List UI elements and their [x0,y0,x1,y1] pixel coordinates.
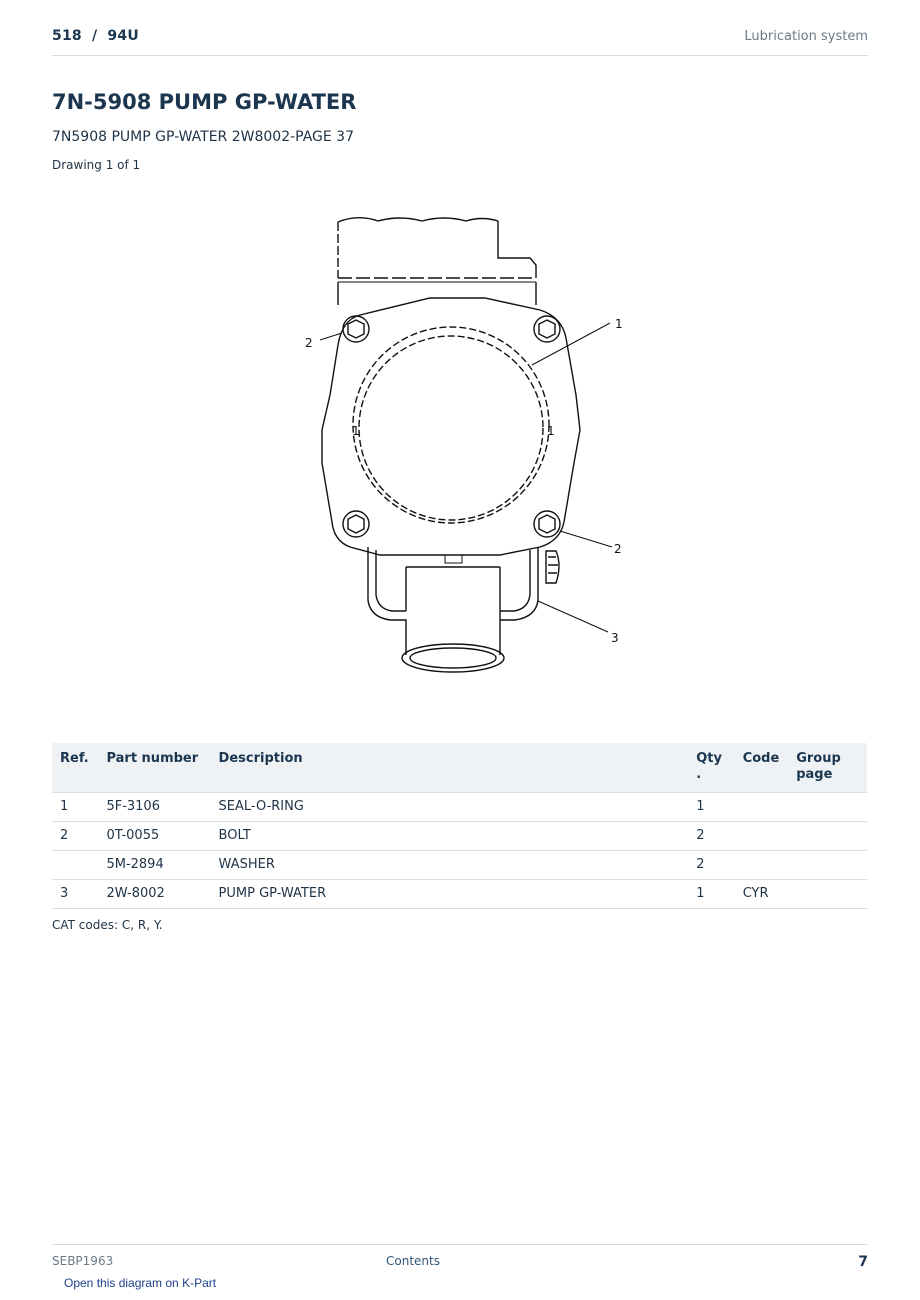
bolt-bottom-right [534,511,560,537]
callout-2-top: 2 [305,336,313,350]
upper-housing-outline [338,218,536,305]
o-ring-outer [353,327,549,523]
col-qty: Qty . [688,743,734,793]
bolt-top-right [534,316,560,342]
col-description: Description [211,743,689,793]
drawing-count: Drawing 1 of 1 [52,158,141,172]
section-name: Lubrication system [744,29,868,44]
col-code: Code [735,743,789,793]
cell-code [735,851,789,880]
cell-part-number: 2W-8002 [98,880,210,909]
cell-part-number: 5M-2894 [98,851,210,880]
cell-qty: 1 [688,793,734,822]
o-ring-mark-right: 1 [547,424,555,438]
cell-ref: 2 [52,822,98,851]
cell-description: SEAL-O-RING [211,793,689,822]
cell-qty: 2 [688,822,734,851]
page-header [52,28,868,56]
bolt-top-left [343,316,369,342]
cell-part-number: 0T-0055 [98,822,210,851]
col-ref: Ref. [52,743,98,793]
table-header-row [52,743,867,793]
parts-table [52,743,867,909]
cell-qty: 1 [688,880,734,909]
contents-link[interactable]: Contents [386,1254,440,1268]
bolt-bottom-left [343,511,369,537]
cell-ref: 3 [52,880,98,909]
document-id: SEBP1963 [52,1254,114,1268]
cell-group-page [788,822,867,851]
cell-qty: 2 [688,851,734,880]
page-number: 7 [858,1254,868,1270]
callout-3: 3 [611,631,619,645]
cell-ref: 1 [52,793,98,822]
cell-ref [52,851,98,880]
table-row [52,880,867,909]
cell-code [735,793,789,822]
cell-description: BOLT [211,822,689,851]
open-kpart-link[interactable]: Open this diagram on K-Part [64,1276,217,1290]
pump-diagram [230,195,690,705]
o-ring-inner [359,336,543,520]
cell-description: PUMP GP-WATER [211,880,689,909]
table-row [52,851,867,880]
col-group-page: Group page [788,743,867,793]
cell-group-page [788,793,867,822]
outlet-body [368,547,559,672]
cell-part-number: 5F-3106 [98,793,210,822]
cell-code [735,822,789,851]
page-subtitle: 7N5908 PUMP GP-WATER 2W8002-PAGE 37 [52,129,354,145]
cell-group-page [788,851,867,880]
page-title: 7N-5908 PUMP GP-WATER [52,90,357,114]
cat-codes-note: CAT codes: C, R, Y. [52,918,163,932]
callout-1: 1 [615,317,623,331]
breadcrumb: 518 / 94U [52,28,139,44]
cell-code: CYR [735,880,789,909]
table-row [52,822,867,851]
page-footer [52,1244,868,1275]
o-ring-mark-left: 1 [352,424,360,438]
cell-description: WASHER [211,851,689,880]
col-part-number: Part number [98,743,210,793]
table-row [52,793,867,822]
cell-group-page [788,880,867,909]
callout-2-bottom: 2 [614,542,622,556]
